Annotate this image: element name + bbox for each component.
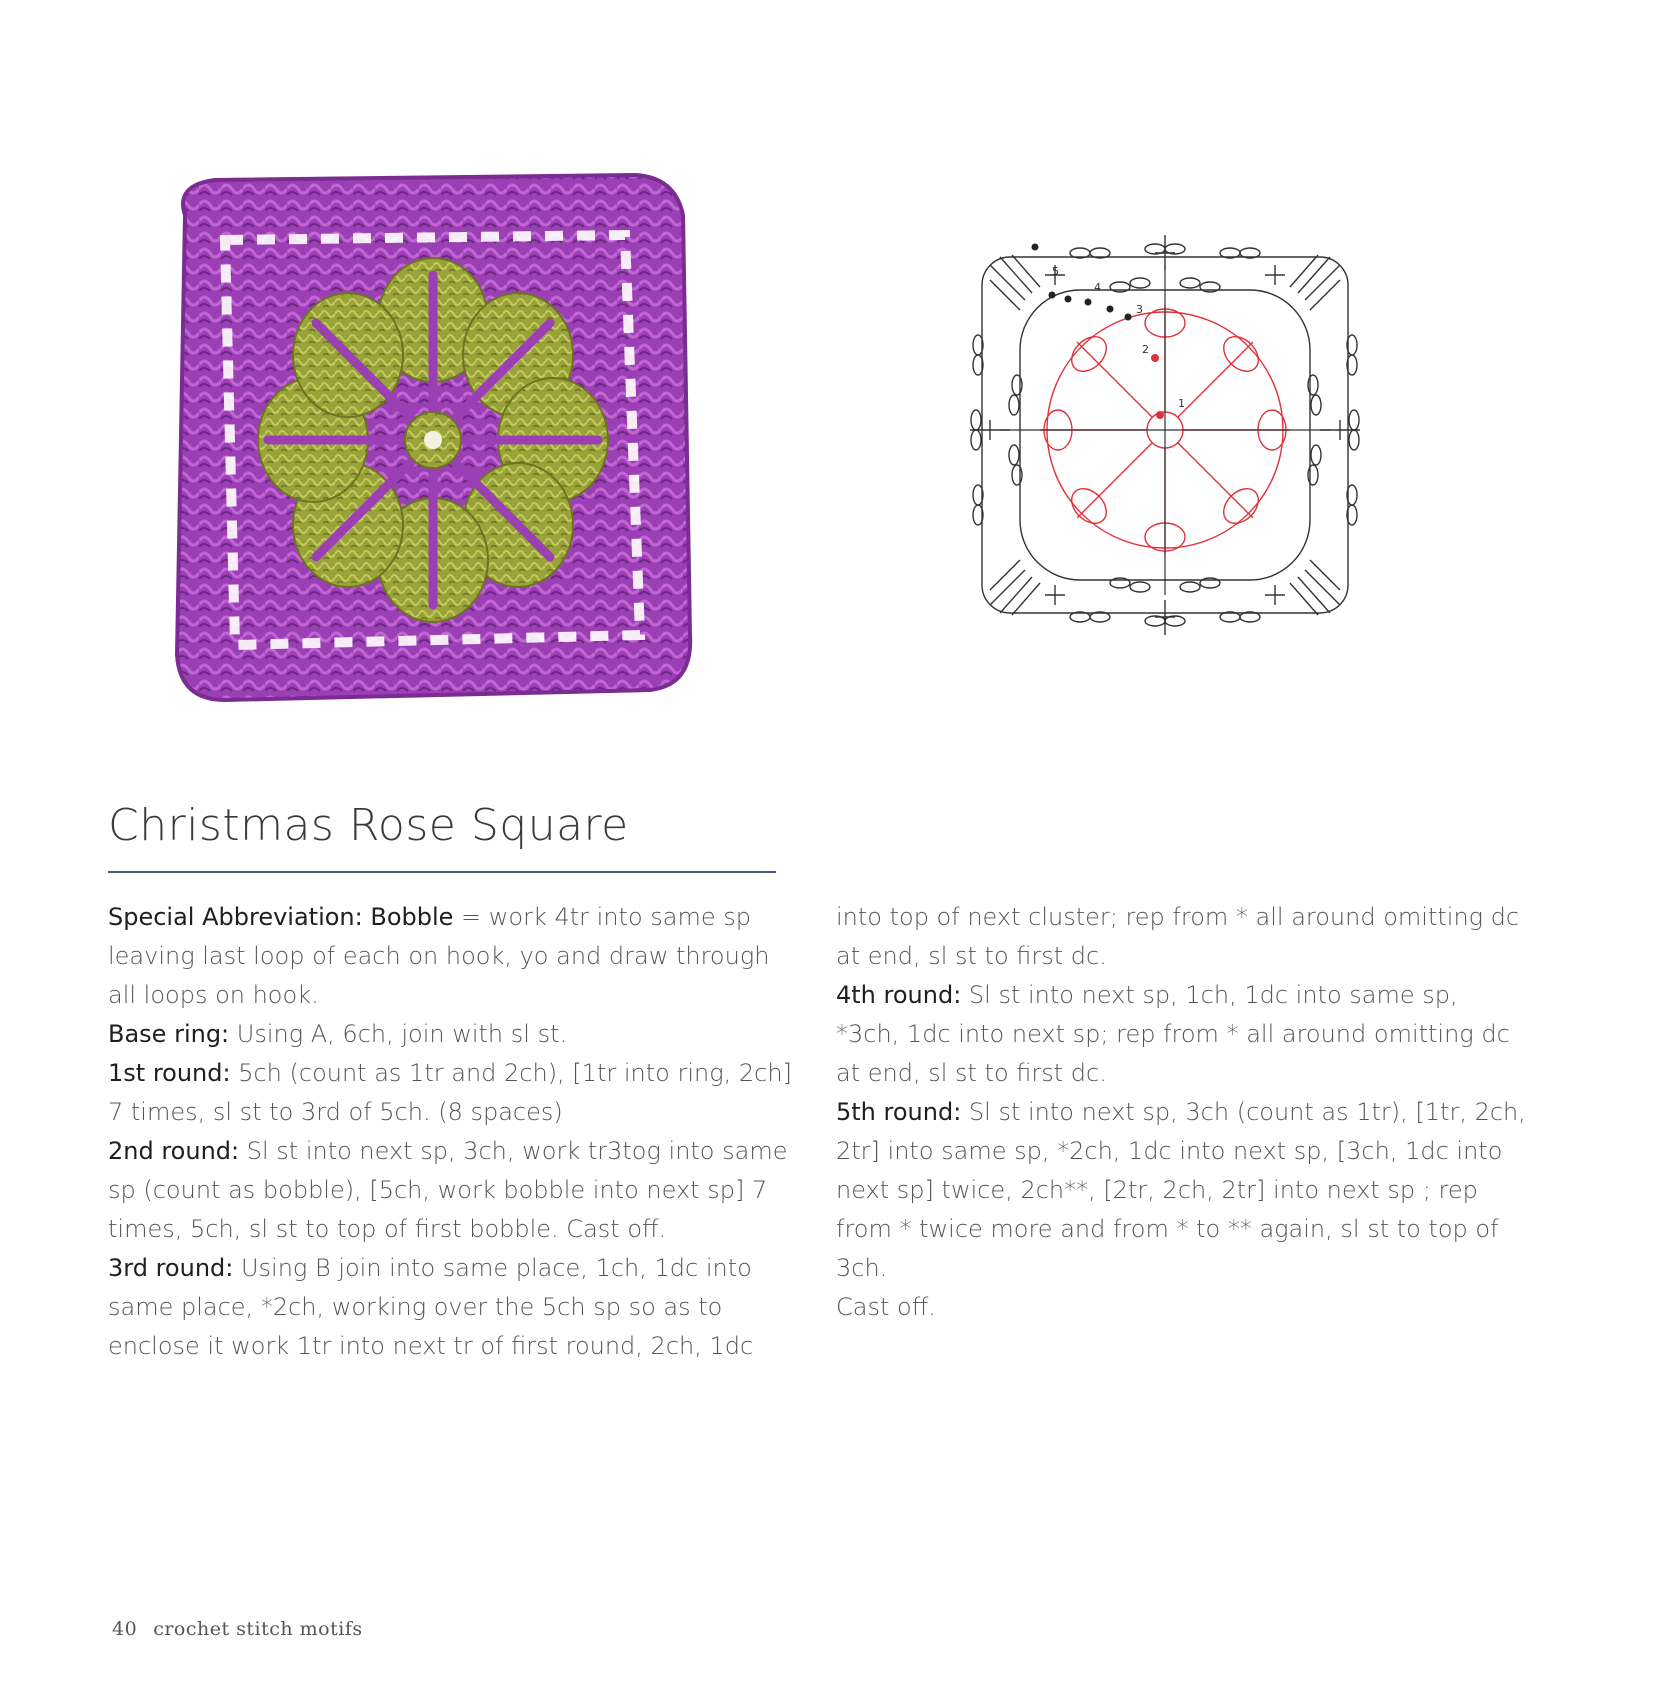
round-1-label: 1st round: [108,1059,231,1087]
special-label: Special Abbreviation: Bobble [108,903,454,931]
round-label-2: 2 [1142,343,1149,356]
green-flower [258,258,608,622]
base-ring-label: Base ring: [108,1020,230,1048]
round-1: 1st round: 5ch (count as 1tr and 2ch), [1tr into ring, 2ch] 7 times, sl st to 3rd of 5ch. (8 spaces) [108,1059,792,1126]
round-label-1: 1 [1178,397,1185,410]
round-label-4: 4 [1094,281,1101,294]
instructions-right-column [836,898,1526,1327]
crochet-square-photo [155,165,715,715]
round-5-label: 5th round: [836,1098,962,1126]
round-4: 4th round: Sl st into next sp, 1ch, 1dc into same sp, *3ch, 1dc into next sp; rep from * all around omitting dc at end, sl st to first dc. [836,981,1510,1087]
round-5: 5th round: Sl st into next sp, 3ch (count as 1tr), [1tr, 2ch, 2tr] into same sp, *2ch, 1dc into next sp, [3ch, 1dc into next sp] twice, 2ch**, [2tr, 2ch, 2tr] into next sp ; rep from * twice more and from * to ** again, sl st to top of 3ch. [836,1098,1526,1282]
page-number: 40 [112,1618,138,1640]
round-4-label: 4th round: [836,981,962,1009]
instructions-left-column [108,898,798,1366]
cast-off: Cast off. [836,1293,936,1321]
round-label-3: 3 [1136,303,1143,316]
round-3-continued: into top of next cluster; rep from * all around omitting dc at end, sl st to first dc. [836,903,1520,970]
base-ring: Base ring: Using A, 6ch, join with sl st. [108,1020,568,1048]
page-footer [112,1618,363,1640]
round-label-5: 5 [1052,265,1059,278]
crochet-chart-diagram [970,235,1360,635]
page-title: Christmas Rose Square [108,800,629,851]
round-2-label: 2nd round: [108,1137,240,1165]
special-abbreviation: Special Abbreviation: Bobble = work 4tr into same sp leaving last loop of each on hook, yo and draw through all loops on hook. [108,903,770,1009]
round-2: 2nd round: Sl st into next sp, 3ch, work tr3tog into same sp (count as bobble), [5ch, work bobble into next sp] 7 times, 5ch, sl st to top of first bobble. Cast off. [108,1137,788,1243]
title-rule [108,871,776,873]
book-title: crochet stitch motifs [153,1618,363,1640]
round-3: 3rd round: Using B join into same place, 1ch, 1dc into same place, *2ch, working over the 5ch sp so as to enclose it work 1tr into next tr of first round, 2ch, 1dc [108,1254,754,1360]
round-3-label: 3rd round: [108,1254,234,1282]
